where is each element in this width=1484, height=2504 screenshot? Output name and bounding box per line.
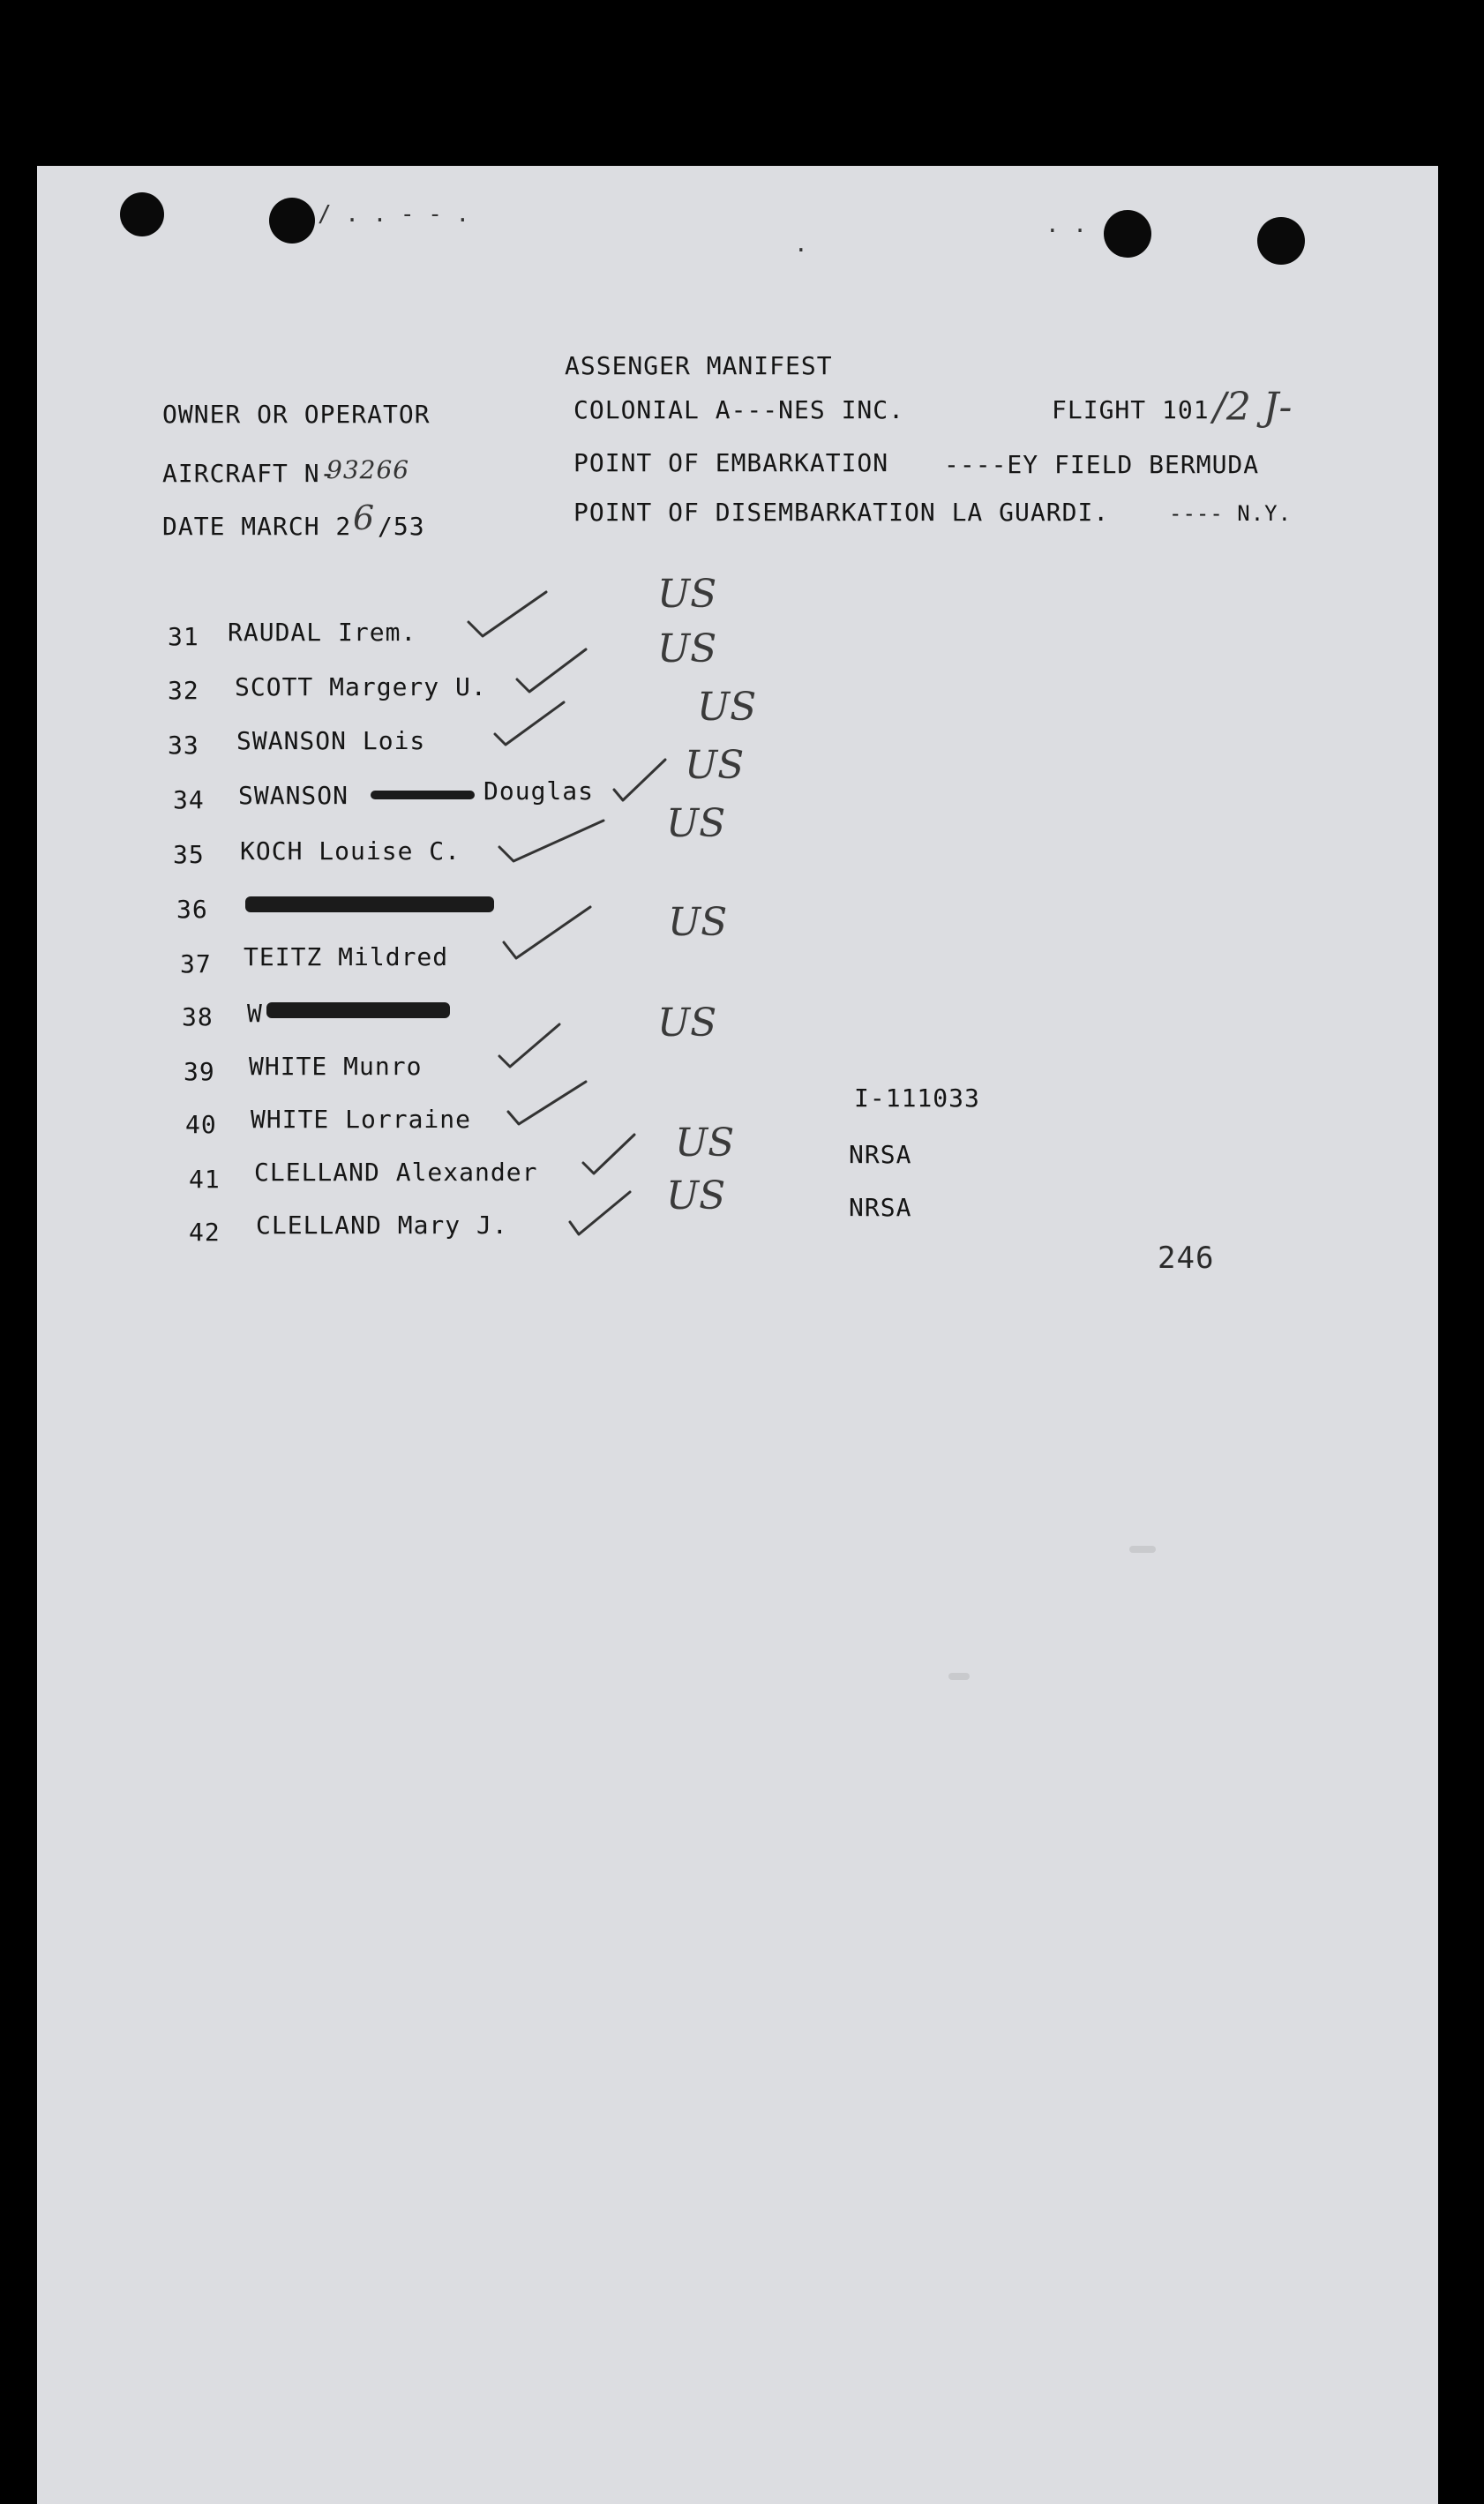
- paper-blemish: [1129, 1546, 1156, 1553]
- redacted-name: [266, 1002, 450, 1018]
- passenger-name: CLELLAND Alexander: [254, 1158, 538, 1187]
- date-label: DATE MARCH 2: [162, 512, 352, 541]
- row-number: 31: [168, 622, 199, 651]
- punch-hole: [1257, 217, 1305, 265]
- checkmark-icon: [609, 754, 671, 807]
- row-number: 38: [182, 1002, 214, 1031]
- passenger-name: TEITZ Mildred: [244, 942, 449, 971]
- citizenship-mark: US: [657, 626, 717, 671]
- reference-note: I-111033: [854, 1083, 980, 1113]
- row-number: 32: [168, 676, 199, 705]
- checkmark-icon: [490, 697, 569, 750]
- checkmark-icon: [512, 644, 591, 697]
- reference-note: NRSA: [849, 1140, 912, 1169]
- punch-hole: [1104, 210, 1151, 258]
- typewriter-marks: .: [794, 231, 808, 258]
- checkmark-icon: [463, 587, 551, 640]
- redacted-name: [245, 896, 494, 912]
- checkmark-icon: [565, 1187, 635, 1240]
- owner-label: OWNER OR OPERATOR: [162, 400, 431, 429]
- reference-note: NRSA: [849, 1193, 912, 1222]
- citizenship-mark: US: [666, 1173, 726, 1218]
- manifest-title: ASSENGER MANIFEST: [565, 351, 833, 380]
- row-number: 36: [176, 895, 208, 924]
- passenger-name: KOCH Louise C.: [240, 836, 461, 866]
- embark-value: ----EY FIELD BERMUDA: [944, 450, 1260, 479]
- date-suffix: /53: [378, 512, 425, 541]
- flight-handwritten: /2 J-: [1213, 385, 1293, 430]
- citizenship-mark: US: [657, 1001, 717, 1046]
- disembark-label: POINT OF DISEMBARKATION LA GUARDI.: [573, 498, 1110, 527]
- row-number: 34: [173, 785, 205, 814]
- aircraft-label: AIRCRAFT N-: [162, 459, 336, 488]
- typewriter-marks: / . . - - .: [318, 201, 470, 228]
- passenger-name: CLELLAND Mary J.: [256, 1211, 508, 1240]
- checkmark-icon: [498, 902, 596, 963]
- page-number: 246: [1158, 1241, 1215, 1276]
- checkmark-icon: [503, 1076, 591, 1129]
- owner-value: COLONIAL A---NES INC.: [573, 395, 905, 424]
- typewriter-marks: . .: [1046, 212, 1087, 238]
- checkmark-icon: [494, 813, 609, 866]
- checkmark-icon: [494, 1019, 565, 1072]
- punch-hole: [120, 192, 164, 236]
- citizenship-mark: US: [675, 1121, 735, 1166]
- row-number: 33: [168, 731, 199, 760]
- passenger-name: W: [247, 999, 263, 1028]
- date-handwritten: 6: [353, 499, 375, 537]
- citizenship-mark: US: [657, 572, 717, 617]
- paper-blemish: [948, 1673, 970, 1680]
- row-number: 41: [189, 1165, 221, 1194]
- passenger-name-tail: Douglas: [483, 776, 595, 806]
- citizenship-mark: US: [668, 900, 728, 945]
- passenger-name: WHITE Munro: [249, 1052, 423, 1081]
- row-number: 40: [185, 1110, 217, 1139]
- citizenship-mark: US: [685, 743, 745, 788]
- citizenship-mark: US: [666, 801, 726, 846]
- passenger-name: SWANSON Lois: [236, 726, 426, 755]
- flight-label: FLIGHT 101: [1052, 395, 1210, 424]
- checkmark-icon: [578, 1129, 640, 1178]
- row-number: 37: [180, 949, 212, 978]
- passenger-name: WHITE Lorraine: [251, 1105, 472, 1134]
- passenger-name: RAUDAL Irem.: [228, 618, 417, 647]
- citizenship-mark: US: [697, 685, 757, 730]
- punch-hole: [269, 198, 315, 244]
- disembark-value: ---- N.Y.: [1169, 501, 1293, 526]
- embark-label: POINT OF EMBARKATION: [573, 448, 889, 477]
- aircraft-number: 93266: [326, 455, 410, 484]
- row-number: 35: [173, 840, 205, 869]
- passenger-name: SWANSON: [238, 781, 349, 810]
- row-number: 42: [189, 1218, 221, 1247]
- row-number: 39: [184, 1057, 215, 1086]
- passenger-name: SCOTT Margery U.: [235, 672, 487, 701]
- crossed-out-text: [371, 791, 475, 799]
